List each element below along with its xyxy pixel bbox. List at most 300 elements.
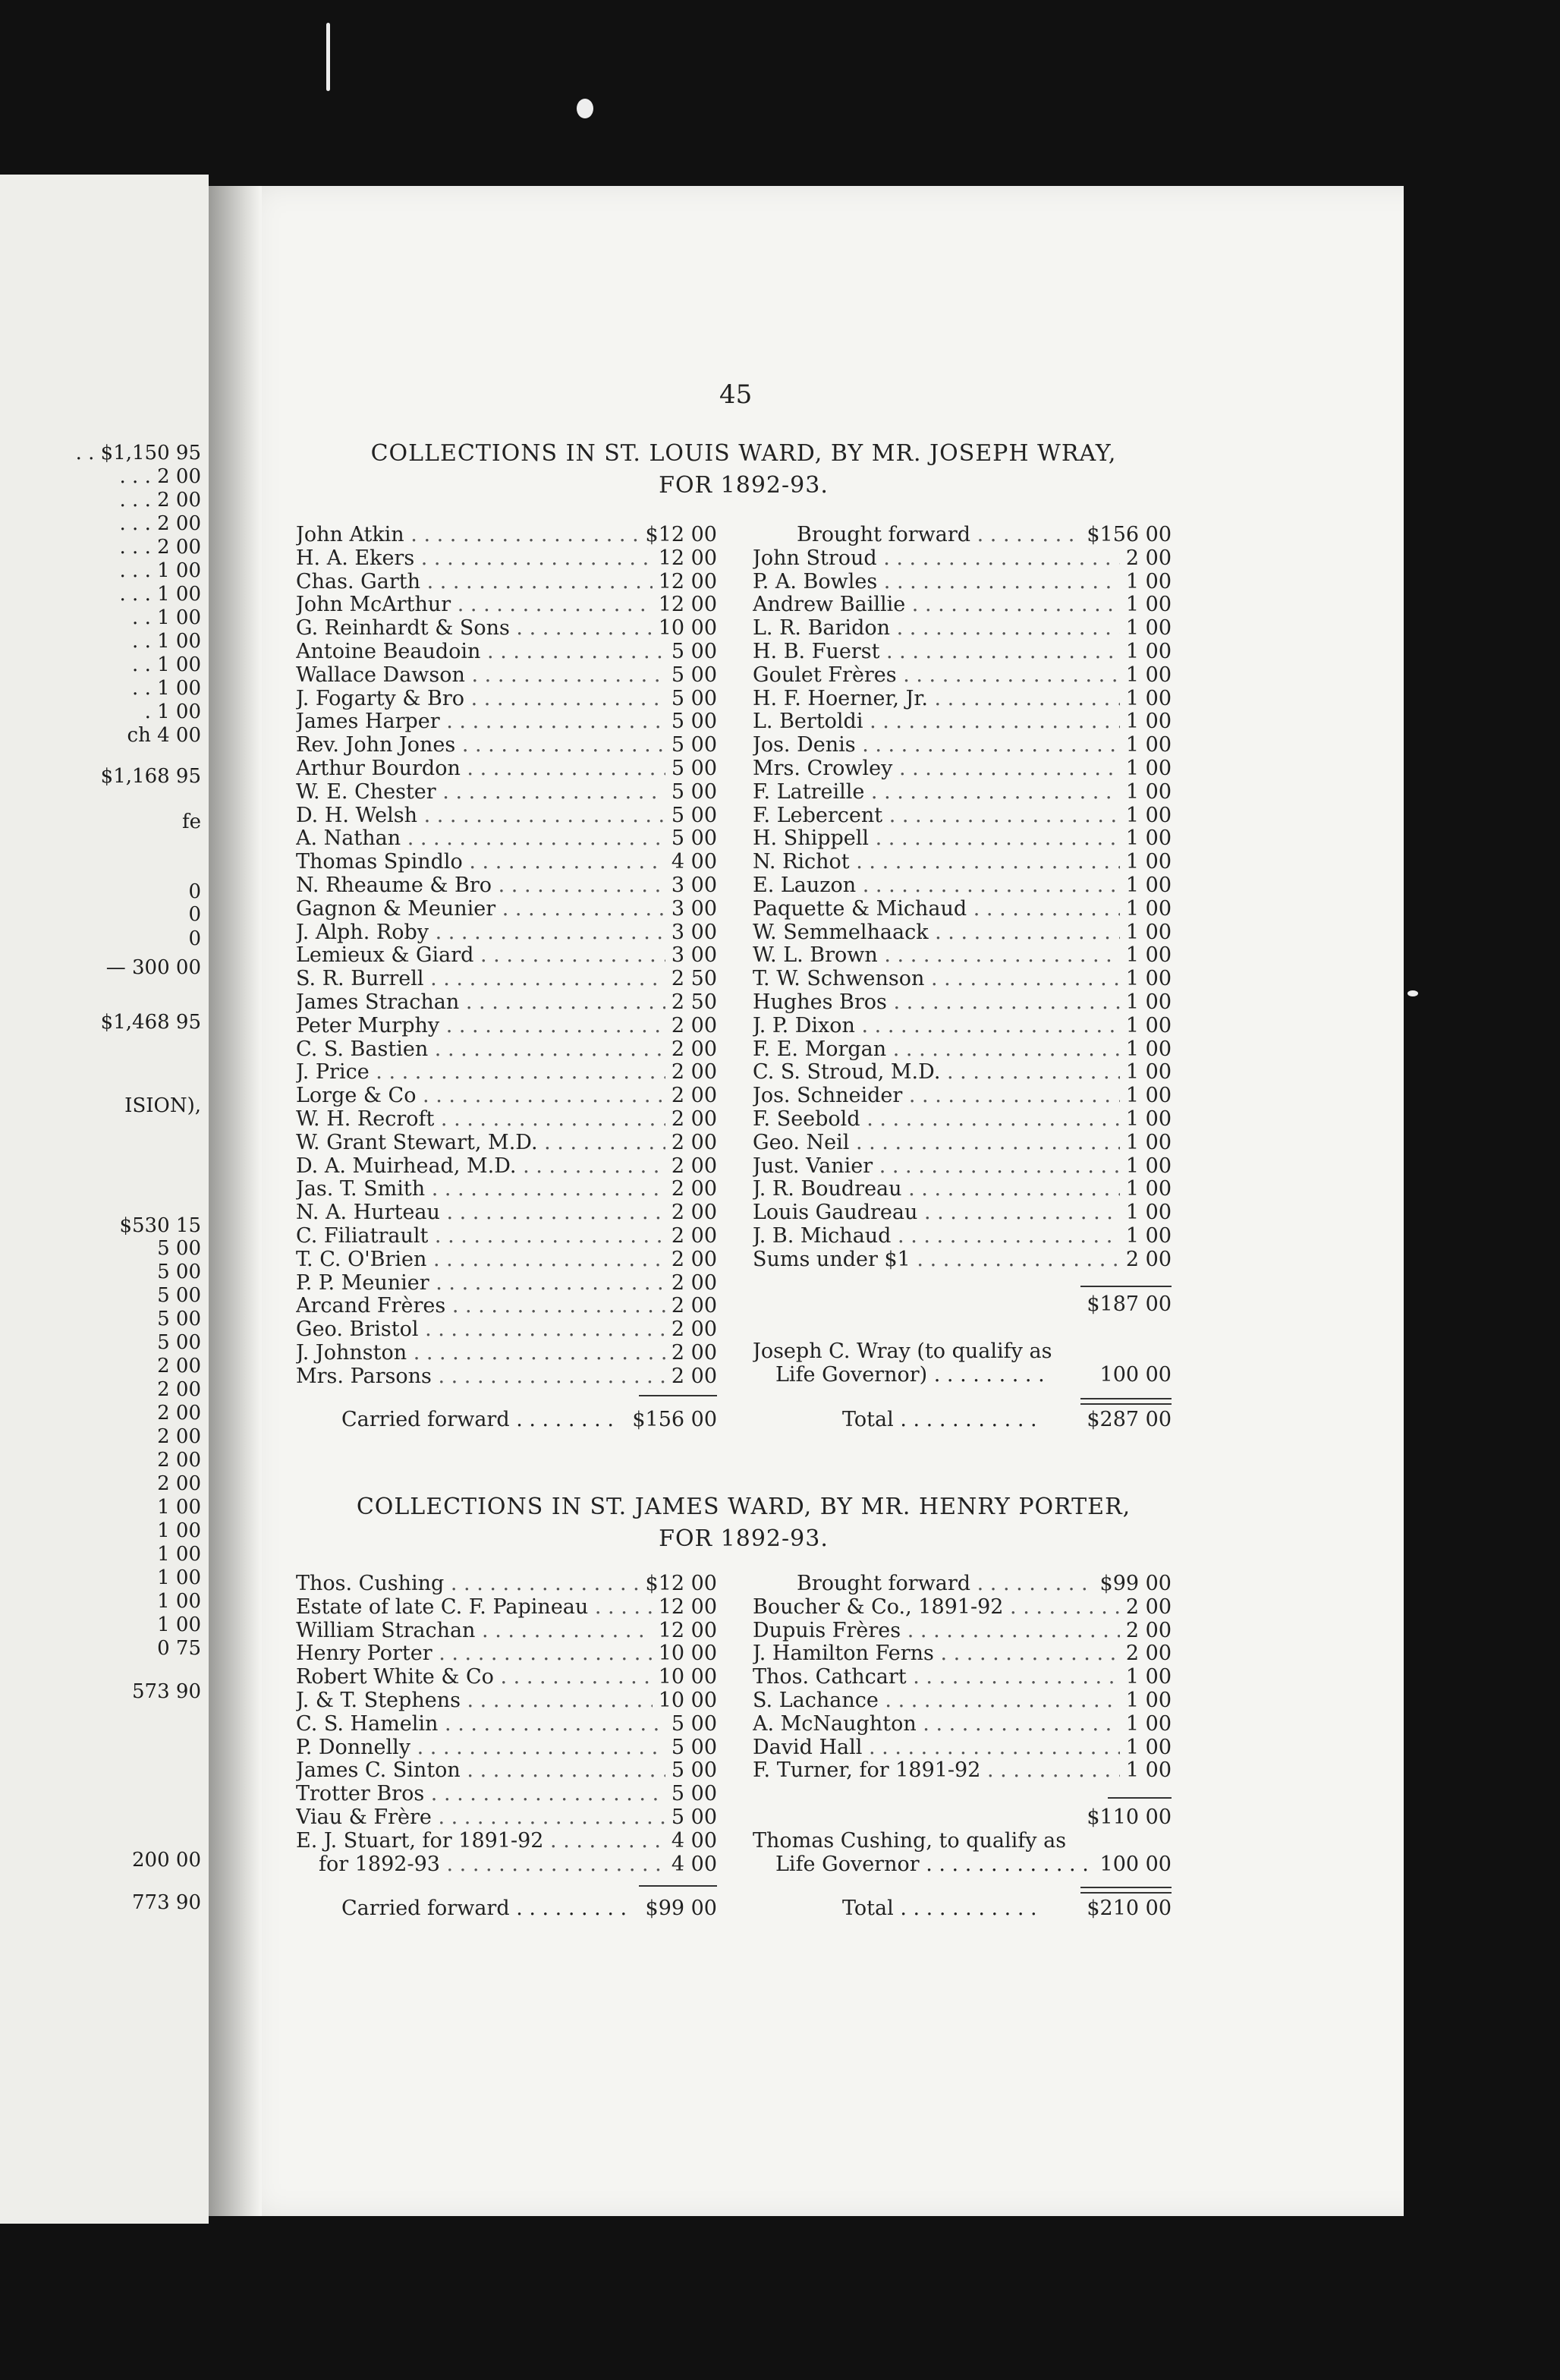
ledger-row [296, 593, 717, 617]
ledger-name: Hughes Bros [753, 990, 887, 1014]
ledger-row [296, 1713, 717, 1736]
ledger-row [296, 1318, 717, 1342]
ledger-row [753, 1015, 1172, 1038]
ledger-amount: 3 00 [671, 896, 717, 921]
ledger-row [753, 1666, 1172, 1689]
ledger-row [753, 1061, 1172, 1085]
ledger-amount: 1 00 [1125, 1735, 1172, 1759]
ledger-name: Brought forward [797, 1572, 971, 1595]
ledger-amount: 1 00 [1125, 1688, 1172, 1712]
ledger-name: A. Nathan [296, 827, 401, 851]
ledger-name: Arthur Bourdon [296, 757, 461, 780]
left-page-row: ISION), [124, 1094, 201, 1117]
ledger-amount: 3 00 [671, 920, 717, 944]
ledger-row [753, 944, 1172, 968]
section1-right-column [753, 524, 1172, 1272]
ledger-amount: 1 00 [1125, 896, 1172, 921]
ledger-row [753, 1759, 1172, 1783]
ledger-row [296, 1108, 717, 1132]
ledger-amount: 5 00 [671, 1758, 717, 1783]
ledger-row [296, 1666, 717, 1689]
qualify-note2-amount: 100 00 [1099, 1852, 1172, 1876]
ledger-amount: 2 00 [671, 1154, 717, 1178]
section1-left-rule [639, 1395, 717, 1396]
ledger-amount: 5 00 [671, 639, 717, 663]
section2-left-rule [639, 1885, 717, 1887]
ledger-amount: 2 00 [1125, 1642, 1172, 1666]
ledger-name: D. A. Muirhead, M.D. [296, 1154, 517, 1178]
ledger-amount: 2 00 [671, 1201, 717, 1225]
left-page-row: — 300 00 [105, 956, 201, 979]
left-page-row: 5 00 [157, 1284, 201, 1307]
ledger-name: Mrs. Crowley [753, 757, 893, 780]
ledger-amount: 1 00 [1125, 1154, 1172, 1178]
ledger-row [753, 1689, 1172, 1713]
ledger-row [753, 898, 1172, 921]
ledger-row [296, 1596, 717, 1620]
ledger-row [753, 1225, 1172, 1248]
ledger-amount: $12 00 [645, 523, 717, 546]
ledger-amount: 1 00 [1125, 1223, 1172, 1248]
ledger-row [753, 804, 1172, 828]
ledger-row [296, 617, 717, 641]
ledger-row [753, 571, 1172, 594]
ledger-name: Boucher & Co., 1891-92 [753, 1595, 1004, 1619]
ledger-amount: 3 00 [671, 873, 717, 897]
ledger-row [296, 991, 717, 1015]
ledger-name: Wallace Dawson [296, 663, 465, 687]
ledger-name: James Strachan [296, 990, 460, 1014]
ledger-name: Andrew Baillie [753, 593, 906, 617]
ledger-amount: 2 00 [671, 1084, 717, 1108]
section2-right-rule [1108, 1797, 1172, 1799]
qualify-note-line2: Life Governor) [775, 1363, 928, 1387]
ledger-row [296, 1132, 717, 1155]
ledger-name: Rev. John Jones [296, 734, 456, 757]
ledger-row [296, 1295, 717, 1318]
ledger-name: Paquette & Michaud [753, 897, 967, 921]
section2-subtitle: FOR 1892-93. [659, 1525, 829, 1552]
ledger-row [296, 1038, 717, 1062]
page-number: 45 [719, 379, 753, 410]
ledger-name: P. Donnelly [296, 1736, 411, 1759]
ledger-name: Just. Vanier [753, 1154, 873, 1178]
ledger-name: J. & T. Stephens [296, 1689, 461, 1712]
left-page-row: 0 [188, 927, 201, 950]
ledger-row [753, 757, 1172, 781]
ledger-name: N. A. Hurteau [296, 1201, 440, 1225]
ledger-amount: 1 00 [1125, 1711, 1172, 1736]
ledger-amount: 12 00 [658, 593, 717, 617]
ledger-amount: 2 00 [1125, 546, 1172, 570]
ledger-amount: 2 00 [1125, 1595, 1172, 1619]
ledger-name: J. Fogarty & Bro [296, 687, 464, 710]
total-label-2: Total [842, 1897, 894, 1920]
left-page-row: 5 00 [157, 1308, 201, 1330]
ledger-amount: 10 00 [658, 1665, 717, 1689]
left-page-row: . . . 2 00 [119, 465, 201, 488]
carried-forward-label-2: Carried forward [341, 1897, 510, 1920]
ledger-amount: 1 00 [1125, 826, 1172, 851]
ledger-amount: 1 00 [1125, 1060, 1172, 1085]
ledger-amount: 1 00 [1125, 1130, 1172, 1154]
ledger-amount: 1 00 [1125, 686, 1172, 710]
ledger-amount: 2 00 [671, 1294, 717, 1318]
ledger-name: F. E. Morgan [753, 1037, 887, 1061]
ledger-row [753, 1596, 1172, 1620]
ledger-amount: 1 00 [1125, 593, 1172, 617]
ledger-name: H. B. Fuerst [753, 640, 880, 663]
ledger-row [753, 1620, 1172, 1643]
ledger-row [753, 851, 1172, 874]
ledger-row [296, 1061, 717, 1085]
ledger-name: Geo. Bristol [296, 1318, 419, 1342]
section1-title: COLLECTIONS IN ST. LOUIS WARD, BY MR. JOSEPH WRAY, [370, 440, 1117, 467]
ledger-amount: 2 00 [671, 1318, 717, 1342]
ledger-amount: 2 00 [671, 1364, 717, 1388]
section1-total-rule [1080, 1398, 1172, 1405]
ledger-amount: 1 00 [1125, 1758, 1172, 1783]
ledger-name: J. Johnston [296, 1341, 407, 1365]
ledger-amount: 1 00 [1125, 1177, 1172, 1201]
ledger-name: William Strachan [296, 1619, 476, 1642]
ledger-name: J. B. Michaud [753, 1224, 892, 1248]
left-page-row: 5 00 [157, 1237, 201, 1260]
ledger-row [296, 944, 717, 968]
ledger-name: Brought forward [797, 524, 971, 546]
ledger-name: C. S. Stroud, M.D. [753, 1061, 941, 1085]
ledger-amount: 2 00 [1125, 1247, 1172, 1271]
left-page-row: 5 00 [157, 1331, 201, 1354]
ledger-row [296, 1572, 717, 1596]
ledger-row [296, 804, 717, 828]
section1-right-rule [1080, 1286, 1172, 1287]
ledger-row [753, 874, 1172, 898]
ledger-row [296, 1155, 717, 1179]
ledger-name: Thos. Cathcart [753, 1666, 907, 1689]
ledger-row [296, 1806, 717, 1830]
left-page-row: 773 90 [132, 1891, 201, 1914]
ledger-name: John Stroud [753, 546, 877, 570]
left-page-row: . . $1,150 95 [75, 442, 201, 464]
left-page-row: ch 4 00 [127, 724, 201, 747]
left-page-row: 0 [188, 903, 201, 926]
left-page-row: . . 1 00 [132, 677, 201, 700]
ledger-row [753, 688, 1172, 711]
ledger-row [753, 968, 1172, 991]
ledger-name: W. E. Chester [296, 780, 436, 804]
ledger-row [296, 1225, 717, 1248]
ledger-amount: 1 00 [1125, 710, 1172, 734]
ledger-name: Gagnon & Meunier [296, 897, 496, 921]
ledger-row [296, 921, 717, 945]
section2-right-column [753, 1572, 1172, 1783]
section2-right-subtotal [753, 1806, 1172, 1830]
ledger-name: G. Reinhardt & Sons [296, 617, 510, 641]
ledger-row [296, 1783, 717, 1806]
ledger-row [296, 664, 717, 688]
ledger-row [753, 1178, 1172, 1201]
ledger-row [753, 1713, 1172, 1736]
ledger-amount: 5 00 [671, 663, 717, 687]
ledger-row [296, 1248, 717, 1272]
ledger-amount: 1 00 [1125, 663, 1172, 687]
ledger-row [296, 1201, 717, 1225]
total-amount: $287 00 [1087, 1408, 1172, 1431]
ledger-amount: 10 00 [658, 1642, 717, 1666]
ledger-amount: 5 00 [671, 803, 717, 827]
ledger-name: P. A. Bowles [753, 570, 878, 593]
ledger-row [296, 851, 717, 874]
left-page-row: 2 00 [157, 1402, 201, 1425]
ledger-row [296, 710, 717, 734]
dust-speck [1407, 990, 1418, 996]
ledger-amount: 5 00 [671, 1805, 717, 1829]
ledger-name: W. H. Recroft [296, 1107, 435, 1131]
carried-forward-label: Carried forward [341, 1409, 510, 1431]
section2-right-note: Thomas Cushing, to qualify as Life Governor . . . . . . . . . . . . . 100 00 [753, 1830, 1172, 1876]
ledger-name: C. S. Bastien [296, 1037, 429, 1061]
ledger-name: Arcand Frères [296, 1295, 446, 1318]
ledger-name: Chas. Garth [296, 570, 420, 593]
left-page-row: 573 90 [132, 1680, 201, 1703]
ledger-row [296, 1178, 717, 1201]
ledger-name: J. Alph. Roby [296, 921, 429, 944]
left-page-row: 1 00 [157, 1590, 201, 1613]
ledger-name: C. S. Hamelin [296, 1712, 439, 1736]
ledger-row [296, 1689, 717, 1713]
left-page-row: . . . 1 00 [119, 583, 201, 606]
section1-right-total: Total . . . . . . . . . . . $287 00 [842, 1408, 1172, 1431]
ledger-name: David Hall [753, 1736, 863, 1759]
ledger-name: H. A. Ekers [296, 546, 415, 570]
ledger-row [753, 1155, 1172, 1179]
section1-subtitle: FOR 1892-93. [659, 472, 829, 499]
ledger-name: C. Filiatrault [296, 1224, 429, 1248]
ledger-name: S. R. Burrell [296, 968, 424, 991]
ledger-row [753, 710, 1172, 734]
ledger-amount: 3 00 [671, 943, 717, 968]
ledger-name: Thomas Spindlo [296, 851, 463, 874]
ledger-name: W. Semmelhaack [753, 921, 929, 944]
ledger-name: Dupuis Frères [753, 1619, 901, 1642]
ledger-row [296, 1620, 717, 1643]
ledger-amount: 4 00 [671, 1828, 717, 1853]
left-page-row: . . 1 00 [132, 630, 201, 653]
left-page-row: . . 1 00 [132, 606, 201, 629]
ledger-row [296, 757, 717, 781]
left-page-row: 2 00 [157, 1355, 201, 1377]
ledger-row [296, 1853, 717, 1877]
ledger-amount: 1 00 [1125, 873, 1172, 897]
left-page-row: 2 00 [157, 1449, 201, 1472]
ledger-name: Lorge & Co [296, 1085, 417, 1108]
ledger-row [753, 1201, 1172, 1225]
left-page-row: 1 00 [157, 1519, 201, 1542]
ledger-amount: 1 00 [1125, 733, 1172, 757]
ledger-row [753, 1736, 1172, 1760]
ledger-row [296, 968, 717, 991]
ledger-row [753, 781, 1172, 804]
ledger-amount: 1 00 [1125, 779, 1172, 804]
ledger-name: Jos. Denis [753, 734, 856, 757]
ledger-name: P. P. Meunier [296, 1271, 429, 1295]
ledger-amount: 1 00 [1125, 1013, 1172, 1037]
ledger-row [296, 1759, 717, 1783]
ledger-row [753, 1108, 1172, 1132]
ledger-amount: 1 00 [1125, 756, 1172, 780]
ledger-row [296, 524, 717, 547]
ledger-amount: 5 00 [671, 826, 717, 851]
ledger-row [296, 571, 717, 594]
dust-speck [577, 99, 593, 118]
left-page-row: . . . 1 00 [119, 559, 201, 582]
ledger-row [296, 1642, 717, 1666]
ledger-name: N. Rheaume & Bro [296, 874, 492, 897]
ledger-row [296, 1015, 717, 1038]
ledger-name: J. Hamilton Ferns [753, 1642, 934, 1666]
section2-left-column [296, 1572, 717, 1876]
ledger-name: John McArthur [296, 593, 451, 617]
ledger-name: Robert White & Co [296, 1666, 494, 1689]
ledger-name: E. Lauzon [753, 874, 857, 897]
left-page-row: 1 00 [157, 1543, 201, 1566]
ledger-row [296, 781, 717, 804]
qualify-note2-line2: Life Governor [775, 1853, 920, 1876]
ledger-row [296, 874, 717, 898]
ledger-amount: 10 00 [658, 1688, 717, 1712]
ledger-amount: 1 00 [1125, 1201, 1172, 1225]
ledger-row [753, 991, 1172, 1015]
ledger-amount: 2 00 [671, 1037, 717, 1061]
ledger-row [296, 1272, 717, 1295]
ledger-name: N. Richot [753, 851, 850, 874]
left-page-row: fe [181, 811, 201, 833]
ledger-name: James Harper [296, 710, 440, 734]
total-label: Total [842, 1409, 894, 1431]
ledger-name: H. F. Hoerner, Jr. [753, 687, 928, 710]
ledger-amount: 12 00 [658, 1618, 717, 1642]
section2-title: COLLECTIONS IN ST. JAMES WARD, BY MR. HENRY PORTER, [356, 1494, 1131, 1520]
ledger-row [296, 1736, 717, 1760]
ledger-amount: $12 00 [645, 1572, 717, 1595]
left-page-row: . . . 2 00 [119, 512, 201, 535]
ledger-row [753, 524, 1172, 547]
ledger-amount: $156 00 [1087, 523, 1172, 546]
ledger-row [296, 688, 717, 711]
ledger-name: Goulet Frères [753, 663, 897, 687]
ledger-amount: 2 00 [671, 1177, 717, 1201]
qualify-note2-line1: Thomas Cushing, to qualify as [753, 1830, 1067, 1853]
ledger-amount: 2 00 [1125, 1618, 1172, 1642]
ledger-row [296, 827, 717, 851]
ledger-name: Thos. Cushing [296, 1572, 445, 1595]
ledger-name: T. W. Schwenson [753, 968, 925, 991]
ledger-amount: 5 00 [671, 756, 717, 780]
ledger-name: Henry Porter [296, 1642, 432, 1666]
ledger-amount: 5 00 [671, 1782, 717, 1806]
ledger-row [296, 641, 717, 664]
ledger-name: Jos. Schneider [753, 1085, 903, 1108]
page-gutter-shadow [209, 186, 262, 2216]
section1-left-total: Carried forward . . . . . . . . $156 00 [341, 1408, 717, 1431]
left-page-row: 5 00 [157, 1261, 201, 1283]
left-page-row: 2 00 [157, 1425, 201, 1448]
ledger-amount: 10 00 [658, 616, 717, 641]
ledger-name: Peter Murphy [296, 1014, 440, 1037]
section1-right-note: Joseph C. Wray (to qualify as Life Governor) . . . . . . . . . 100 00 [753, 1340, 1172, 1387]
carried-forward-amount-2: $99 00 [645, 1897, 717, 1920]
ledger-name: E. J. Stuart, for 1891-92 [296, 1829, 544, 1853]
ledger-name: Mrs. Parsons [296, 1365, 432, 1388]
ledger-row [753, 593, 1172, 617]
ledger-name: Antoine Beaudoin [296, 640, 481, 663]
ledger-amount: 2 00 [671, 1270, 717, 1295]
ledger-amount: 2 00 [671, 1107, 717, 1131]
ledger-row [296, 1342, 717, 1365]
section1-right-subtotal [753, 1293, 1172, 1317]
ledger-name: Sums under $1 [753, 1248, 911, 1271]
ledger-row [296, 734, 717, 757]
section2-left-total: Carried forward . . . . . . . . . $99 00 [341, 1897, 717, 1920]
ledger-row [753, 1248, 1172, 1272]
ledger-name: Geo. Neil [753, 1131, 850, 1154]
ledger-row [753, 921, 1172, 945]
left-page-row: 1 00 [157, 1496, 201, 1519]
ledger-name: S. Lachance [753, 1689, 879, 1712]
ledger-amount: 1 00 [1125, 803, 1172, 827]
ledger-amount: 2 00 [671, 1013, 717, 1037]
ledger-amount: 1 00 [1125, 1107, 1172, 1131]
ledger-amount: 2 50 [671, 990, 717, 1014]
ledger-name: J. R. Boudreau [753, 1178, 902, 1201]
section2-right-total: Total . . . . . . . . . . . $210 00 [842, 1897, 1172, 1920]
left-page-row: . . . 2 00 [119, 536, 201, 559]
ledger-amount: 1 00 [1125, 850, 1172, 874]
ledger-amount: 1 00 [1125, 990, 1172, 1014]
left-page-row: $530 15 [119, 1214, 201, 1237]
ledger-name: Lemieux & Giard [296, 944, 474, 968]
ledger-amount: 1 00 [1125, 639, 1172, 663]
ledger-name: F. Turner, for 1891-92 [753, 1759, 981, 1783]
ledger-name: L. Bertoldi [753, 710, 863, 734]
ledger-amount: 2 00 [671, 1060, 717, 1085]
ledger-amount: 2 00 [671, 1130, 717, 1154]
ledger-amount: 1 00 [1125, 920, 1172, 944]
ledger-amount: 5 00 [671, 686, 717, 710]
ledger-row [296, 898, 717, 921]
ledger-row [753, 827, 1172, 851]
ledger-row [753, 547, 1172, 571]
left-page-row: 2 00 [157, 1378, 201, 1401]
carried-forward-amount: $156 00 [632, 1408, 717, 1431]
ledger-amount: 4 00 [671, 1852, 717, 1876]
left-page-row: $1,468 95 [100, 1011, 201, 1034]
ledger-amount: 1 00 [1125, 943, 1172, 968]
ledger-name: Viau & Frère [296, 1805, 432, 1829]
ledger-amount: 1 00 [1125, 1037, 1172, 1061]
ledger-name: Louis Gaudreau [753, 1201, 918, 1225]
ledger-name: John Atkin [296, 524, 404, 546]
ledger-name: F. Latreille [753, 780, 865, 804]
ledger-name: W. L. Brown [753, 944, 878, 968]
ledger-name: H. Shippell [753, 827, 870, 851]
ledger-amount: 5 00 [671, 733, 717, 757]
ledger-row [296, 1830, 717, 1853]
left-facing-page [0, 175, 209, 2224]
ledger-amount: 12 00 [658, 569, 717, 593]
ledger-name: J. P. Dixon [753, 1014, 855, 1037]
